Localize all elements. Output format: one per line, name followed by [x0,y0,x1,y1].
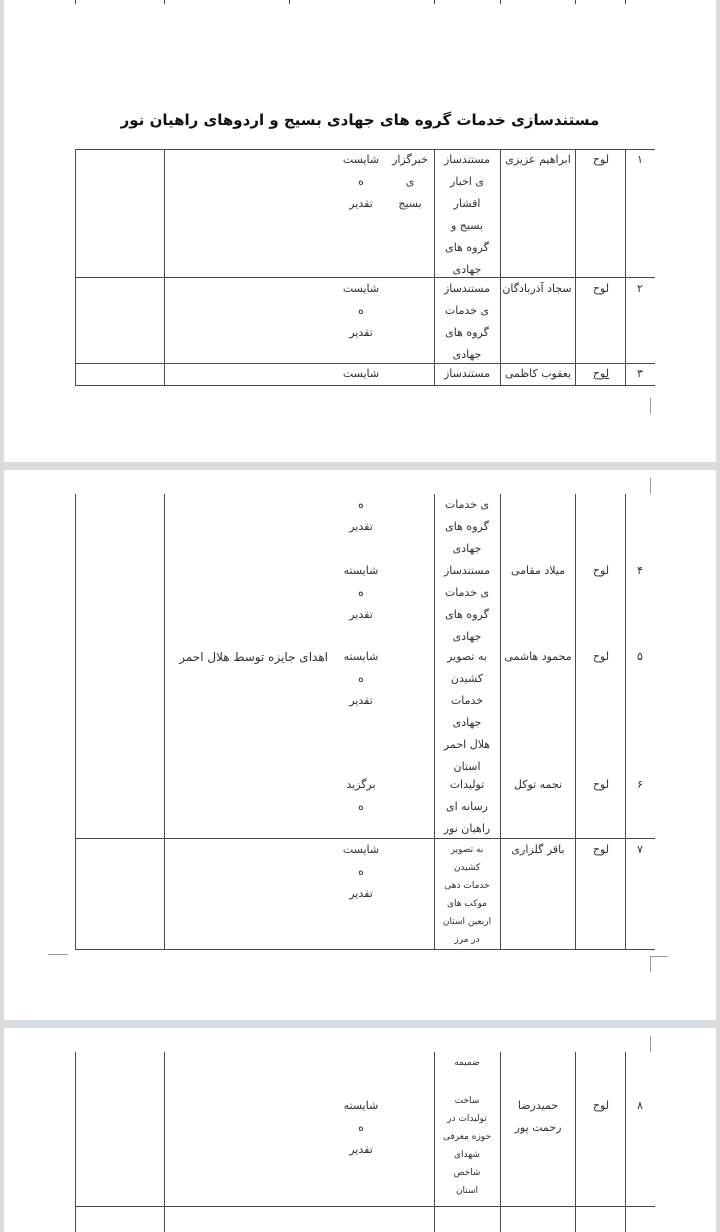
person-name: نجمه توکل [513,778,563,791]
person-name: سجاد آذربادگان [502,282,572,295]
viewer-gutter-right [716,0,720,1232]
subject-cell: مستندساز ی خدمات گروه های جهادی [444,282,490,361]
subject-cell: مستندساز [444,367,490,380]
person-name: باقر گلزاری [511,843,565,856]
subject-cell: به تصویر کشیدن خدمات دهی موکب های اربعین استان در مرز [442,845,492,945]
subject-cell: ضمیمه [454,1058,480,1068]
rank-cell: ه تقدیر [349,498,373,533]
row-number: ۴ [637,564,643,577]
award-type: لوح [592,843,610,856]
award-type: لوح [592,1099,610,1112]
rank-cell: شایست ه تقدیر [342,843,380,900]
document-page-3 [4,1028,716,1232]
rank-cell: شایست [342,367,380,380]
page-title: مستندسازی خدمات گروه های جهادی بسیج و اردوهای راهیان نور [120,111,600,129]
subject-cell: تولیدات رسانه ای راهیان نور [443,778,491,835]
subject-cell: مستندساز ی خدمات گروه های جهادی [444,564,490,643]
row-number: ٨ [637,1099,643,1112]
rank-cell: شایست ه تقدیر [342,153,380,210]
subject-cell: ساخت تولیدات در حوزه معرفی شهدای شاخص استان [442,1096,492,1196]
award-type: لوح [592,282,610,295]
note-cell: اهدای جایزه توسط هلال احمر [179,650,328,664]
page-gap [0,1020,720,1028]
rank-cell: شایست ه تقدیر [342,282,380,339]
rank-cell: شایسته ه تقدیر [343,650,379,707]
row-number: ١ [637,153,643,166]
row-number: ٢ [637,282,643,295]
rank-cell: برگزید ه [346,778,376,813]
person-name: حمیدرضا رحمت پور [514,1099,562,1134]
person-name: میلاد مقامی [510,564,566,577]
award-type: لوح [592,367,610,380]
row-number: ٣ [637,367,643,380]
subject-cell: ی خدمات گروه های جهادی [444,498,490,555]
award-type: لوح [592,778,610,791]
subject-cell: مستندساز ی اخبار اقشار بسیج و گروه های جهادی [444,153,490,276]
award-type: لوح [592,153,610,166]
row-number: ۵ [637,650,643,663]
rank-cell: شایسته ه تقدیر [343,1099,379,1156]
award-type: لوح [592,650,610,663]
document-page-1 [4,0,716,462]
page-gap [0,462,720,470]
person-name: یعقوب کاظمی [504,367,572,380]
person-name: ابراهیم عزیزی [505,153,571,166]
row-number: ۶ [637,778,643,791]
outlet-cell: خبرگزار ی بسیج [392,153,428,210]
award-type: لوح [592,564,610,577]
rank-cell: شایسته ه تقدیر [343,564,379,621]
document-page-2 [4,470,716,1020]
subject-cell: به تصویر کشیدن خدمات جهادی هلال احمر استان [443,650,491,773]
person-name: محمود هاشمی [504,650,572,663]
row-number: ٧ [637,843,643,856]
